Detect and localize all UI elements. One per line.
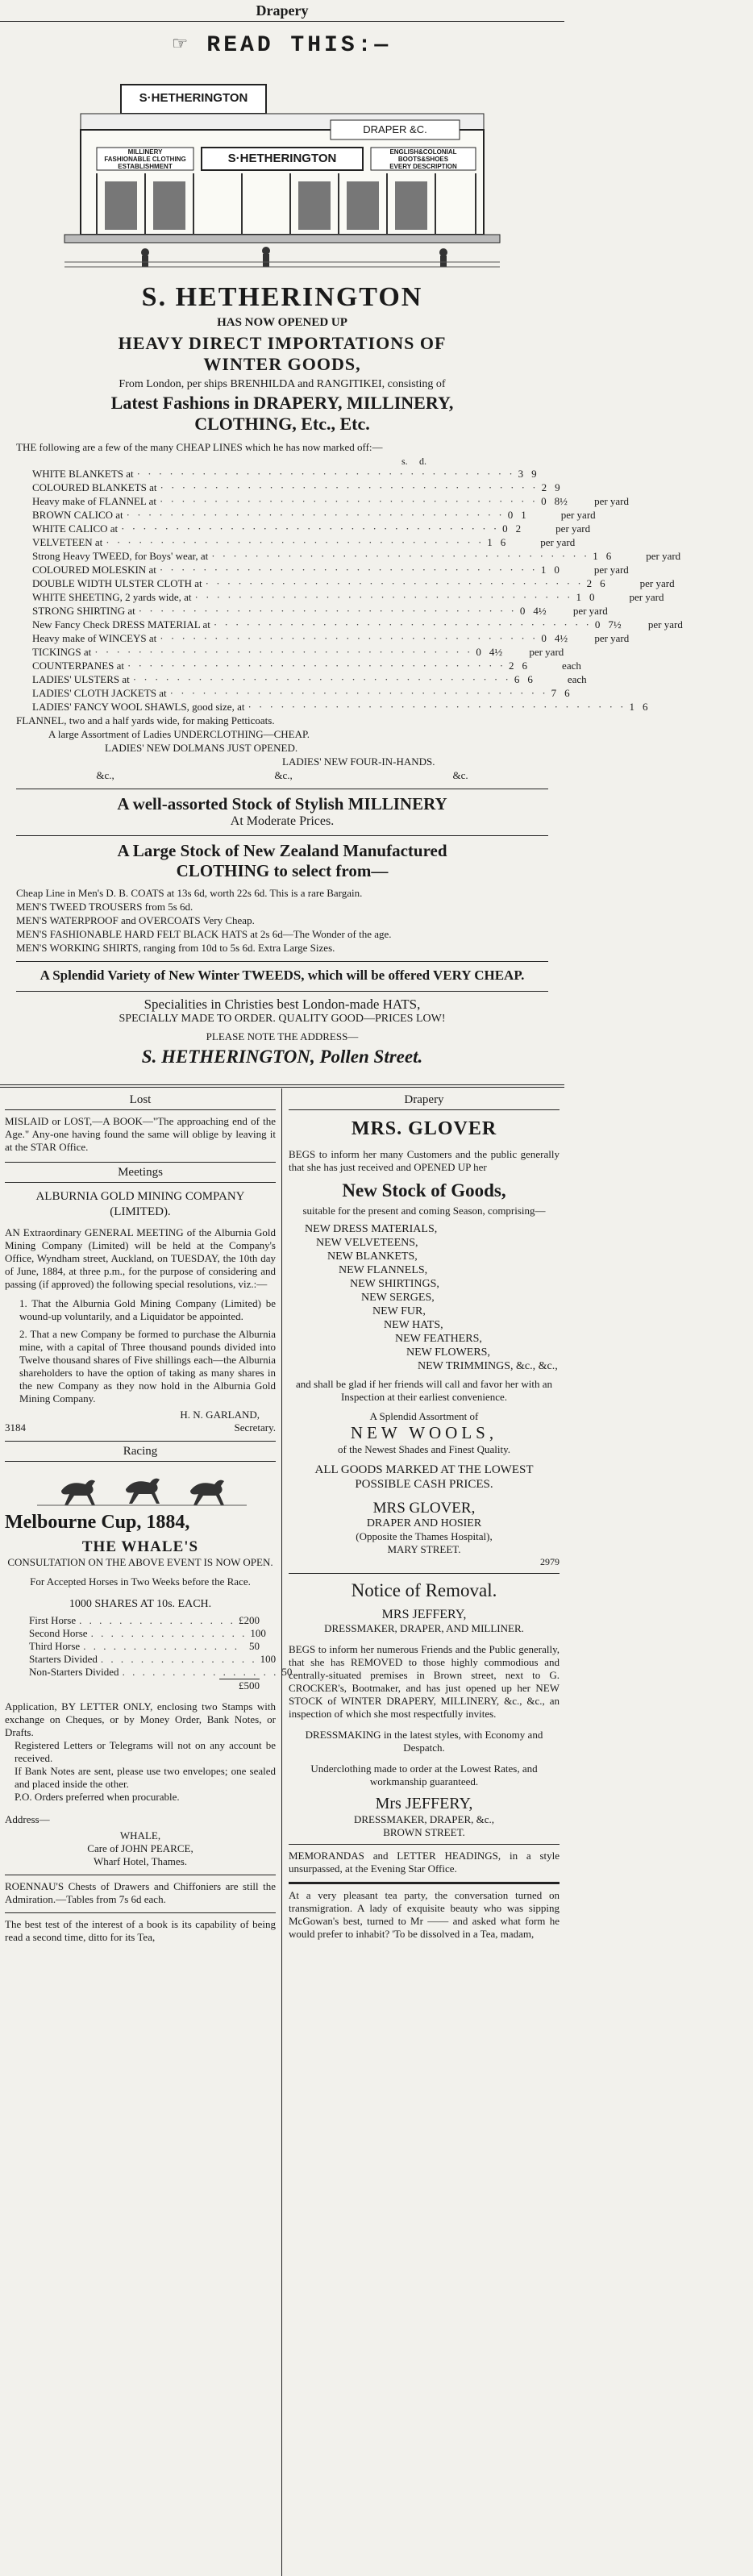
horse-race-illustration — [5, 1467, 276, 1507]
underclothing-made: Underclothing made to order at the Lowest Rates, and workmanship guaranteed. — [310, 1762, 538, 1787]
four-in-hands-line: LADIES' NEW FOUR-IN-HANDS. — [282, 755, 435, 768]
shop-illustration — [64, 69, 500, 270]
price-row: LADIES' CLOTH JACKETS at · · · · · · · · · · · · · · · · · · · · · · · · · · · · · · · · · · · 7 6 — [32, 687, 570, 699]
section-header-drapery: Drapery — [0, 0, 564, 22]
prize-label: First Horse — [29, 1614, 77, 1626]
price-row: STRONG SHIRTING at · · · · · · · · · · · · · · · · · · · · · · · · · · · · · · · · · · · 0 4½ per yard — [16, 604, 548, 618]
price-shillings: 1 — [540, 564, 547, 576]
price-row: LADIES' FANCY WOOL SHAWLS, good size, at · · · · · · · · · · · · · · · · · · · · · · · · · · · · · · · · · · · 1 6 — [32, 701, 648, 713]
price-pence: 9 — [555, 481, 560, 493]
glover-opposite: (Opposite the Thames Hospital), — [356, 1530, 493, 1542]
price-unit: per yard — [647, 618, 683, 630]
glover-list-item: NEW FLOWERS, — [406, 1346, 490, 1359]
glover-list-item: NEW TRIMMINGS, &c., &c., — [418, 1360, 558, 1372]
price-item-label: TICKINGS at — [32, 646, 92, 658]
fashions-line: Latest Fashions in DRAPERY, MILLINERY, — [110, 393, 454, 413]
price-item-label: COLOURED MOLESKIN at — [32, 564, 156, 576]
glover-list-item: NEW FUR, — [372, 1305, 426, 1317]
from-london-line: From London, per ships BRENHILDA and RANGITIKEI, consisting of — [119, 378, 446, 390]
alburnia-title: ALBURNIA GOLD MINING COMPANY (LIMITED). — [35, 1190, 245, 1218]
accepted-horses: For Accepted Horses in Two Weeks before the Race. — [30, 1575, 251, 1588]
resolution-2: 2. That a new Company be formed to purchase the Alburnia mine, with a capital of Three thousand pounds divided into Twelve thousand shares of Five shillings each—the Alburnia shareholders to have the option of taking as many shares in the new Company as they now hold in the Alburnia Gold Mining Company. — [19, 1328, 276, 1405]
price-item-label: Strong Heavy TWEED, for Boys' wear, at — [32, 550, 209, 562]
prize-row: Non-Starters Divided . . . . . . . . . . . . . . . . 50 — [29, 1666, 293, 1678]
price-unit: per yard — [593, 564, 629, 576]
price-unit: per yard — [572, 605, 608, 617]
prize-label: Second Horse — [29, 1627, 88, 1639]
prize-row: Starters Divided . . . . . . . . . . . . . . . . 100 — [29, 1653, 277, 1665]
price-pence: 7½ — [608, 618, 622, 630]
prize-amount: 50 — [281, 1666, 293, 1678]
prize-row: First Horse . . . . . . . . . . . . . . . . £200 — [29, 1614, 260, 1626]
glover-list-item: NEW FEATHERS, — [395, 1333, 482, 1345]
price-shillings: 3 — [518, 468, 524, 480]
price-shillings: 1 — [593, 550, 598, 562]
price-unit: per yard — [540, 536, 576, 548]
price-row: TICKINGS at · · · · · · · · · · · · · · · · · · · · · · · · · · · · · · · · · · · 0 4½ per yard — [16, 645, 548, 659]
divider — [16, 961, 548, 962]
jeffery-signature: Mrs JEFFERY, — [375, 1795, 473, 1812]
shirts-line: MEN'S WORKING SHIRTS, ranging from 10d to 5s 6d. Extra Large Sizes. — [16, 942, 335, 954]
price-pence: 6 — [642, 701, 648, 713]
prize-total: £500 — [219, 1679, 260, 1692]
price-shillings: 0 — [519, 605, 526, 617]
specially-line: SPECIALLY MADE TO ORDER. QUALITY GOOD—PRICES LOW! — [119, 1013, 446, 1025]
price-unit: per yard — [529, 646, 564, 658]
price-pence: 4½ — [554, 632, 568, 644]
glover-street: MARY STREET. — [387, 1543, 461, 1555]
meeting-body: AN Extraordinary GENERAL MEETING of the Alburnia Gold Mining Company (Limited) will be held at the Company's Office, Wyndham street, Auckland, on TUESDAY, the 10th day of June, 1884, at three p.m., for the purpose of considering and passing (if approved) the following special resolutions, viz.:— — [5, 1226, 276, 1290]
new-wools: NEW WOOLS, — [350, 1423, 498, 1442]
hetherington-address: S. HETHERINGTON, Pollen Street. — [141, 1047, 423, 1067]
price-unit: per yard — [629, 591, 664, 603]
opened-up-line: HAS NOW OPENED UP — [217, 316, 347, 329]
divider — [16, 991, 548, 992]
waterproof-line: MEN'S WATERPROOF and OVERCOATS Very Cheap. — [16, 914, 255, 926]
shop-sign-main: S·HETHERINGTON — [227, 152, 337, 165]
read-this-heading: READ THIS:— — [206, 33, 392, 58]
price-row: COLOURED MOLESKIN at · · · · · · · · · · · · · · · · · · · · · · · · · · · · · · · · · · · 1 0 per yard — [16, 563, 548, 576]
price-pence: 6 — [500, 536, 506, 548]
banknotes-text: If Bank Notes are sent, please use two envelopes; one sealed and placed inside the other. — [15, 1765, 276, 1790]
hetherington-ad — [16, 282, 683, 1067]
shop-sign-top: S·HETHERINGTON — [139, 91, 248, 105]
price-item-label: WHITE BLANKETS at — [32, 468, 134, 480]
care-of: Care of JOHN PEARCE, — [87, 1842, 193, 1854]
prize-label: Third Horse — [29, 1640, 81, 1652]
price-shillings: 7 — [551, 687, 557, 699]
price-row: Strong Heavy TWEED, for Boys' wear, at · · · · · · · · · · · · · · · · · · · · · · · · · · · · · · · · · · · 1 6 per yard — [16, 549, 548, 563]
glover-role: DRAPER AND HOSIER — [366, 1517, 482, 1529]
price-pence: 4½ — [489, 646, 503, 658]
price-unit: per yard — [639, 577, 675, 589]
importations-line: HEAVY DIRECT IMPORTATIONS OF — [118, 333, 447, 353]
price-row: New Fancy Check DRESS MATERIAL at · · · · · · · · · · · · · · · · · · · · · · · · · · · · · · · · · · · 0 7½ per yard — [16, 618, 548, 631]
price-row: DOUBLE WIDTH ULSTER CLOTH at · · · · · · · · · · · · · · · · · · · · · · · · · · · · · · · · · · · 2 6 per yard — [16, 576, 548, 590]
price-unit: per yard — [555, 522, 591, 535]
registered-text: Registered Letters or Telegrams will not on any account be received. — [15, 1739, 276, 1764]
pointing-hand-icon: ☞ — [173, 33, 190, 58]
prize-label: Non-Starters Divided — [29, 1666, 119, 1678]
price-unit: per yard — [594, 632, 630, 644]
price-shillings: 2 — [541, 481, 547, 493]
section-header-drapery-2: Drapery — [289, 1090, 560, 1110]
note-address: PLEASE NOTE THE ADDRESS— — [206, 1030, 359, 1042]
etc-1: &c., — [96, 769, 114, 781]
address-label: Address— — [5, 1813, 50, 1825]
jeffery-sig-role: DRESSMAKER, DRAPER, &c., — [353, 1813, 495, 1825]
etc-3: &c. — [452, 769, 468, 781]
glover-list-item: NEW VELVETEENS, — [316, 1237, 418, 1249]
price-row: COUNTERPANES at · · · · · · · · · · · · · · · · · · · · · · · · · · · · · · · · · · · 2 6 each — [16, 659, 548, 672]
price-shillings: 0 — [541, 632, 547, 644]
memoranda-ad: MEMORANDAS and LETTER HEADINGS, in a style unsurpassed, at the Evening Star Office. — [289, 1850, 560, 1875]
price-row: COLOURED BLANKETS at · · · · · · · · · · · · · · · · · · · · · · · · · · · · · · · · · · · 2 9 — [32, 481, 560, 493]
right-column — [289, 1090, 560, 1941]
shop-sign-draper: DRAPER &C. — [363, 123, 427, 135]
column-rule — [281, 1088, 282, 2576]
price-row: WHITE SHEETING, 2 yards wide, at · · · · · · · · · · · · · · · · · · · · · · · · · · · · · · · · · · · 1 0 per yard — [16, 590, 548, 604]
bottom-right-paragraph: At a very pleasant tea party, the conversation turned on transmigration. A lady of exquisite beauty who was sipping McGowan's best, turned to Mr —— and asked what form he would prefer to inhabit? 'To be dissolved in a Tea, madam, — [289, 1889, 560, 1940]
hats-line: MEN'S FASHIONABLE HARD FELT BLACK HATS at 2s 6d—The Wonder of the age. — [16, 928, 392, 940]
price-unit: per yard — [560, 509, 596, 521]
col-pence: d. — [419, 456, 426, 467]
jeffery-name: MRS JEFFERY, — [381, 1608, 467, 1621]
shares-line: 1000 SHARES AT 10s. EACH. — [69, 1598, 212, 1610]
price-pence: 2 — [515, 522, 522, 535]
price-pence: 1 — [521, 509, 526, 521]
col-shillings: s. — [401, 456, 408, 467]
price-pence: 9 — [531, 468, 537, 480]
application-text: Application, BY LETTER ONLY, enclosing two Stamps with exchange on Cheques, or by Money Order, Bank Notes, or Drafts. — [5, 1700, 276, 1738]
divider — [289, 1882, 560, 1884]
prize-amount: 50 — [249, 1640, 260, 1652]
prize-amount: 100 — [250, 1627, 266, 1639]
jeffery-role: DRESSMAKER, DRAPER, AND MILLINER. — [324, 1622, 524, 1634]
price-shillings: 0 — [476, 646, 481, 658]
hetherington-name: S. HETHERINGTON — [141, 282, 423, 312]
price-item-label: DOUBLE WIDTH ULSTER CLOTH at — [32, 577, 202, 589]
prize-row: Second Horse . . . . . . . . . . . . . . . . 100 — [29, 1627, 266, 1639]
tweeds-heading: A Splendid Variety of New Winter TWEEDS, which will be offered VERY CHEAP. — [40, 968, 525, 983]
price-item-label: Heavy make of WINCEYS at — [32, 632, 157, 644]
glover-num: 2979 — [540, 1556, 560, 1567]
price-shillings: 2 — [586, 577, 593, 589]
price-pence: 0 — [554, 564, 560, 576]
splendid-line: A Splendid Assortment of — [369, 1410, 479, 1422]
po-text: P.O. Orders preferred when procurable. — [15, 1791, 180, 1803]
nz-heading: A Large Stock of New Zealand Manufactured — [117, 841, 447, 860]
price-item-label: New Fancy Check DRESS MATERIAL at — [32, 618, 210, 630]
price-unit: each — [567, 673, 587, 685]
prize-label: Starters Divided — [29, 1653, 98, 1665]
price-pence: 8½ — [554, 495, 568, 507]
whale-signature: WHALE, — [119, 1829, 161, 1841]
price-shillings: 0 — [594, 618, 601, 630]
shades-line: of the Newest Shades and Finest Quality. — [338, 1443, 510, 1455]
price-unit: each — [562, 660, 581, 672]
section-header-lost: Lost — [5, 1090, 276, 1110]
glover-list-item: NEW DRESS MATERIALS, — [305, 1223, 438, 1235]
price-shillings: 1 — [487, 536, 493, 548]
price-shillings: 2 — [509, 660, 514, 672]
glover-list-item: NEW FLANNELS, — [339, 1264, 428, 1276]
nz-sub: CLOTHING to select from— — [176, 861, 389, 880]
price-row: WHITE CALICO at · · · · · · · · · · · · · · · · · · · · · · · · · · · · · · · · · · · 0 2 per yard — [16, 522, 548, 535]
bottom-left-paragraph: The best test of the interest of a book is its capability of being read a second time, ditto for its Tea, — [5, 1918, 276, 1943]
divider — [16, 835, 548, 836]
dressmaking-line: DRESSMAKING in the latest styles, with Economy and Despatch. — [305, 1729, 543, 1754]
price-item-label: LADIES' FANCY WOOL SHAWLS, good size, at — [32, 701, 245, 713]
price-item-label: BROWN CALICO at — [32, 509, 123, 521]
resolution-1: 1. That the Alburnia Gold Mining Company (Limited) be wound-up voluntarily, and a Liquidator be appointed. — [19, 1297, 276, 1322]
price-shillings: 1 — [576, 591, 582, 603]
price-item-label: COUNTERPANES at — [32, 660, 125, 672]
specialities-line: Specialities in Christies best London-made HATS, — [144, 997, 421, 1012]
prize-amount: 100 — [260, 1653, 277, 1665]
mrs-glover-title: MRS. GLOVER — [351, 1118, 497, 1139]
price-shillings: 0 — [502, 522, 508, 535]
price-item-label: VELVETEEN at — [32, 536, 103, 548]
removal-title: Notice of Removal. — [351, 1580, 497, 1600]
section-header-racing: Racing — [5, 1442, 276, 1462]
roennau-ad: ROENNAU'S Chests of Drawers and Chiffoniers are still the Admiration.—Tables from 7s 6d each. — [5, 1880, 276, 1905]
price-row: LADIES' ULSTERS at · · · · · · · · · · · · · · · · · · · · · · · · · · · · · · · · · · · 6 6 each — [16, 672, 548, 686]
glover-list-item: NEW SHIRTINGS, — [350, 1278, 439, 1290]
prize-amount: £200 — [239, 1614, 260, 1626]
etc-2: &c., — [274, 769, 293, 781]
glover-intro: BEGS to inform her many Customers and the public generally that she has just received and OPENED UP her — [289, 1148, 560, 1173]
prize-list — [29, 1614, 293, 1679]
price-shillings: 6 — [514, 673, 520, 685]
price-row: Heavy make of FLANNEL at · · · · · · · · · · · · · · · · · · · · · · · · · · · · · · · · · · · 0 8½ per yard — [16, 494, 548, 508]
divider — [289, 1573, 560, 1574]
price-pence: 6 — [522, 660, 528, 672]
price-pence: 0 — [589, 591, 595, 603]
melbourne-cup-title: Melbourne Cup, 1884, — [5, 1512, 190, 1533]
drapery-top — [0, 0, 683, 1067]
shop-sign-millinery: MILLINERY FASHIONABLE CLOTHING ESTABLISHMENT — [104, 148, 186, 170]
millinery-heading: A well-assorted Stock of Stylish MILLINERY — [117, 794, 447, 814]
glover-goods-list — [289, 1222, 560, 1373]
removal-body: BEGS to inform her numerous Friends and the Public generally, that she has REMOVED to those highly commodious and centrally-situated premises in Brown street, next to G. CROCKER's, Bootmaker, and has just opened up her NEW STOCK of WINTER DRAPERY, MILLINERY, &c., &c., an inspection of which she most respectfully invites. — [289, 1643, 560, 1720]
wharf-hotel: Wharf Hotel, Thames. — [94, 1855, 187, 1867]
price-unit: per yard — [646, 550, 681, 562]
coats-line: Cheap Line in Men's D. B. COATS at 13s 6d, worth 22s 6d. This is a rare Bargain. — [16, 887, 363, 899]
flannel-line: FLANNEL, two and a half yards wide, for making Petticoats. — [16, 714, 275, 726]
price-row: BROWN CALICO at · · · · · · · · · · · · · · · · · · · · · · · · · · · · · · · · · · · 0 1 per yard — [16, 508, 548, 522]
millinery-sub: At Moderate Prices. — [230, 814, 335, 828]
price-row: VELVETEEN at · · · · · · · · · · · · · · · · · · · · · · · · · · · · · · · · · · · 1 6 per yard — [16, 535, 548, 549]
price-row: WHITE BLANKETS at · · · · · · · · · · · · · · · · · · · · · · · · · · · · · · · · · · · 3 9 — [32, 468, 537, 480]
price-pence: 6 — [564, 687, 570, 699]
price-shillings: 0 — [541, 495, 547, 507]
price-pence: 6 — [605, 550, 612, 562]
price-item-label: WHITE SHEETING, 2 yards wide, at — [32, 591, 192, 603]
meeting-signer: H. N. GARLAND, — [180, 1409, 260, 1421]
glover-signature: MRS GLOVER, — [372, 1500, 476, 1517]
dolmans-line: LADIES' NEW DOLMANS JUST OPENED. — [105, 742, 298, 754]
consultation-open: CONSULTATION ON THE ABOVE EVENT IS NOW OPEN. — [7, 1556, 273, 1568]
winter-goods-line: WINTER GOODS, — [203, 354, 361, 374]
glover-list-item: NEW SERGES, — [361, 1292, 435, 1304]
underclothing-line: A large Assortment of Ladies UNDERCLOTHING—CHEAP. — [48, 728, 310, 740]
lost-notice: MISLAID or LOST,—A BOOK—"The approaching end of the Age." Any-one having found the same will oblige by leaving it at the STAR Office. — [5, 1115, 276, 1153]
glover-list-item: NEW BLANKETS, — [327, 1251, 418, 1263]
price-list — [16, 467, 683, 714]
meeting-role: Secretary. — [234, 1421, 276, 1434]
prize-row: Third Horse . . . . . . . . . . . . . . . . 50 — [29, 1640, 260, 1652]
price-item-label: WHITE CALICO at — [32, 522, 119, 535]
price-item-label: Heavy make of FLANNEL at — [32, 495, 157, 507]
price-row: Heavy make of WINCEYS at · · · · · · · · · · · · · · · · · · · · · · · · · · · · · · · · · · · 0 4½ per yard — [16, 631, 548, 645]
suitable-line: suitable for the present and coming Season, comprising— — [302, 1205, 546, 1217]
price-shillings: 1 — [629, 701, 634, 713]
price-shillings: 0 — [507, 509, 514, 521]
section-header-meetings: Meetings — [5, 1163, 276, 1183]
price-pence: 4½ — [533, 605, 547, 617]
shop-sign-boots: ENGLISH&COLONIAL BOOTS&SHOES EVERY DESCRIPTION — [389, 148, 457, 170]
left-column — [5, 1090, 293, 1944]
page-divider — [0, 1084, 564, 1088]
divider — [5, 1912, 276, 1913]
cheap-lines-intro: THE following are a few of the many CHEAP LINES which he has now marked off:— — [16, 441, 383, 453]
glover-list-item: NEW HATS, — [384, 1319, 443, 1331]
price-pence: 6 — [527, 673, 533, 685]
clothing-etc-line: CLOTHING, Etc., Etc. — [194, 414, 370, 434]
price-item-label: LADIES' ULSTERS at — [32, 673, 130, 685]
price-pence: 6 — [600, 577, 605, 589]
divider — [289, 1844, 560, 1845]
price-item-label: LADIES' CLOTH JACKETS at — [32, 687, 167, 699]
new-stock-heading: New Stock of Goods, — [342, 1180, 506, 1201]
trousers-line: MEN'S TWEED TROUSERS from 5s 6d. — [16, 901, 193, 913]
all-goods-line: ALL GOODS MARKED AT THE LOWEST POSSIBLE CASH PRICES. — [314, 1463, 534, 1491]
meeting-num: 3184 — [5, 1421, 26, 1434]
price-item-label: COLOURED BLANKETS at — [32, 481, 157, 493]
jeffery-street: BROWN STREET. — [383, 1826, 465, 1838]
price-unit: per yard — [594, 495, 630, 507]
whale-title: THE WHALE'S — [81, 1538, 199, 1555]
price-item-label: STRONG SHIRTING at — [32, 605, 135, 617]
glover-inspection: and shall be glad if her friends will call and favor her with an Inspection at their earliest convenience. — [295, 1378, 553, 1403]
